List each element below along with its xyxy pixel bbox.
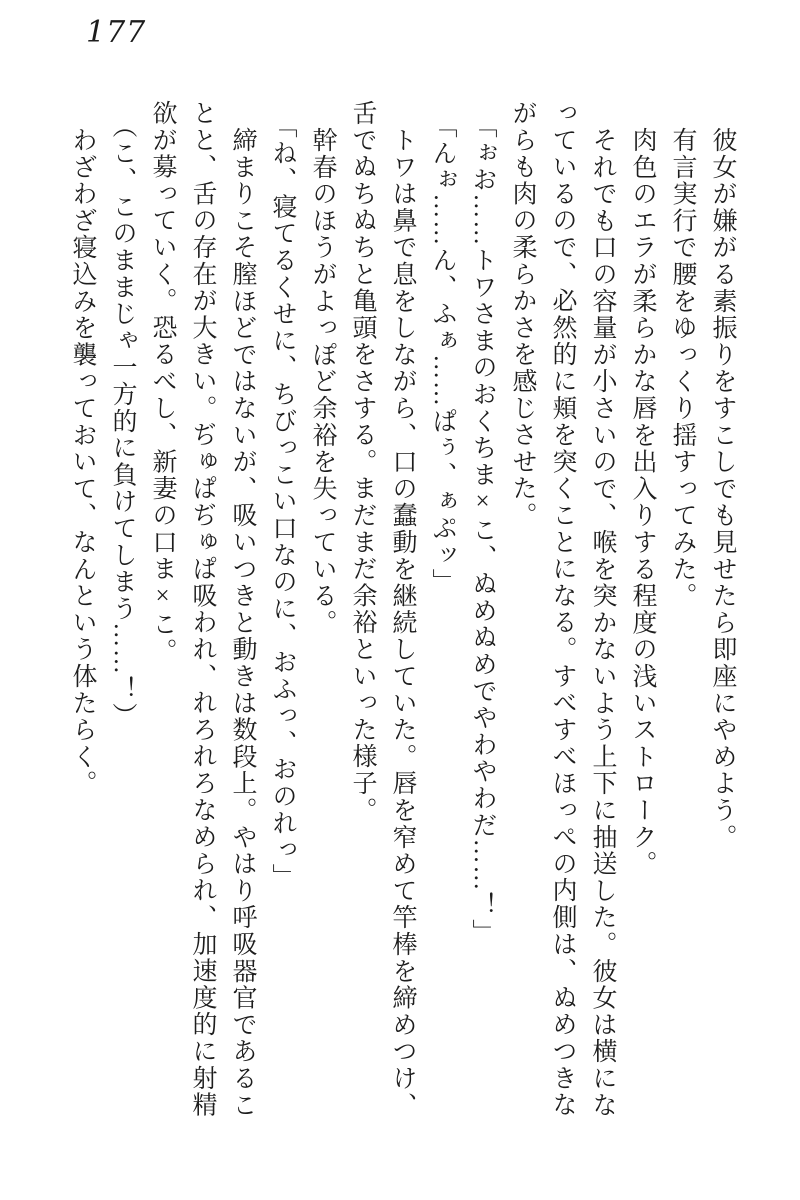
paragraph: 肉色のエラが柔らかな唇を出入りする程度の浅いストローク。	[629, 127, 656, 878]
paragraph-thought: （こ、このままじゃ一方的に負けてしまう……！）	[109, 113, 136, 730]
paragraph-dialogue: 「ね、寝てるくせに、ちびっこい口なのに、おふっ、おのれっ」	[269, 113, 296, 891]
paragraph: 幹春のほうがよっぽど余裕を失っている。	[309, 127, 336, 637]
page-number: 177	[86, 15, 147, 50]
paragraph: 彼女が嫌がる素振りをすこしでも見せたら即座にやめよう。	[709, 127, 736, 851]
paragraph: 締まりこそ膣ほどではないが、吸いつきと動きは数段上。やはり呼吸器官であることと、舌の存在が大きい。ぢゅぱぢゅぱ吸われ、れろれろなめられ、加速度的に射精欲が募っていく。恐るべし、新妻の口ま×こ。	[149, 100, 256, 1119]
vertical-text-block	[62, 100, 742, 1126]
paragraph: 有言実行で腰をゆっくり揺すってみた。	[669, 127, 696, 610]
paragraph: それでも口の容量が小さいので、喉を突かないよう上下に抽送した。彼女は横になっているので、必然的に頬を突くことになる。すべすべほっぺの内側は、ぬめつきながらも肉の柔らかさを感じさせた。	[509, 100, 616, 1119]
paragraph: トワは鼻で息をしながら、口の蠢動を継続していた。唇を窄めて竿棒を締めつけ、舌でぬちぬちと亀頭をさする。まだまだ余裕といった様子。	[349, 100, 416, 1119]
paragraph: わざわざ寝込みを襲っておいて、なんという体たらく。	[69, 127, 96, 797]
paragraph-dialogue: 「ぉお……トワさまのおくちま×こ、ぬめぬめでやわやわだ……！」	[469, 113, 496, 946]
paragraph-dialogue: 「んぉ……ん、ふぁ……ぱぅ、ぁぷッ」	[429, 113, 456, 596]
